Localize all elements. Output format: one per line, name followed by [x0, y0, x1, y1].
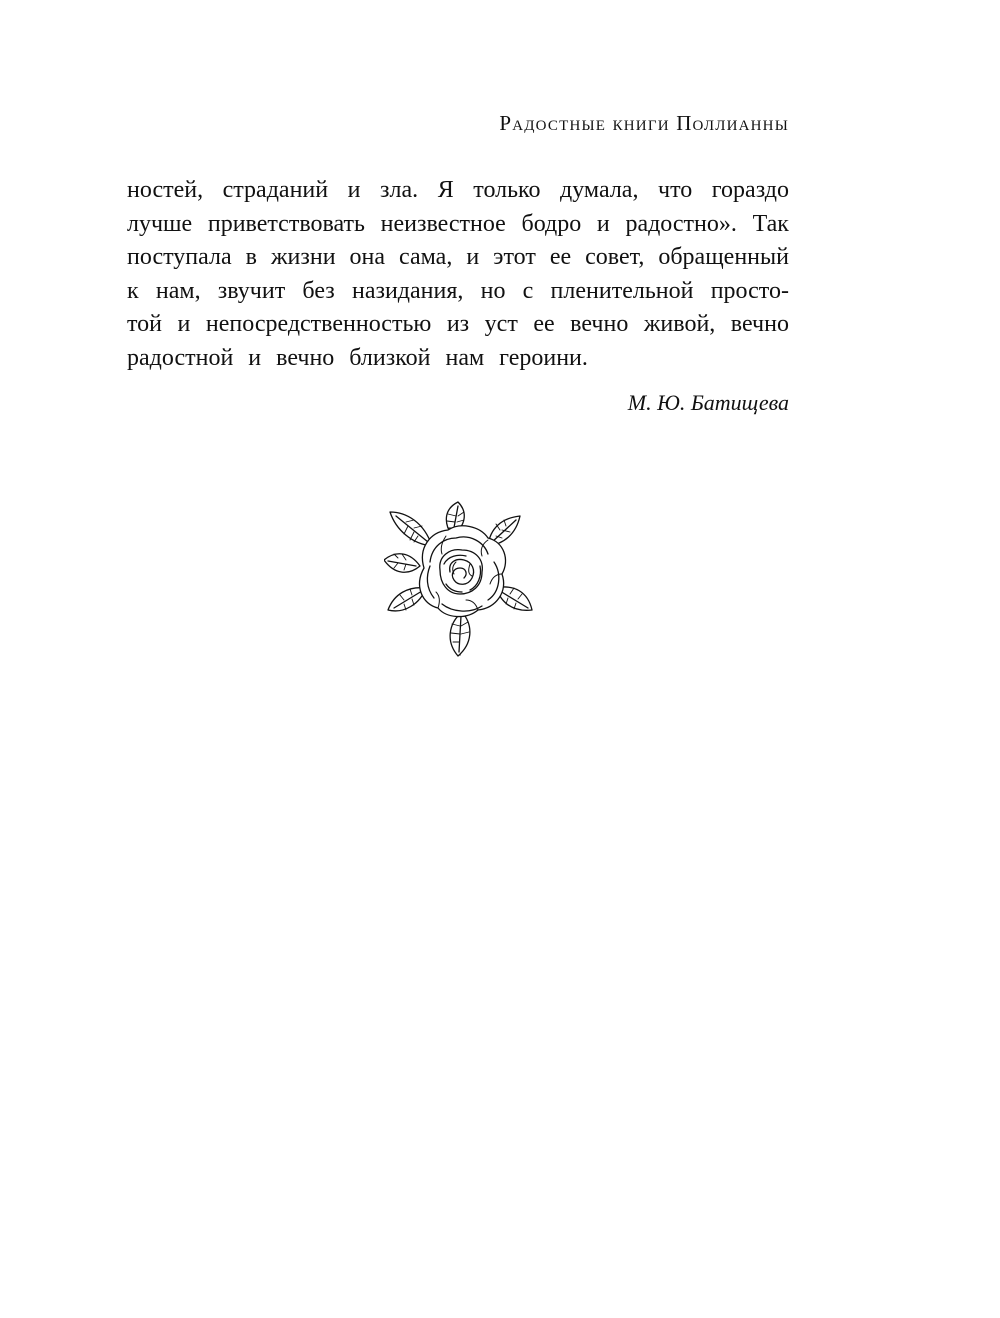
- word: Я: [437, 177, 454, 203]
- word: ее: [533, 311, 555, 338]
- word: живой,: [643, 311, 716, 338]
- word: поступала: [127, 244, 232, 271]
- word: вечно: [570, 311, 629, 338]
- running-header: Радостные книги Поллианны: [499, 111, 789, 135]
- word: ностей,: [127, 177, 204, 203]
- word: и: [177, 311, 191, 338]
- paragraph-line: [127, 241, 789, 275]
- word: с: [522, 277, 534, 304]
- word: но: [480, 277, 506, 304]
- word: уст: [484, 311, 518, 338]
- word: только: [473, 177, 541, 203]
- word: и: [596, 210, 610, 237]
- word: и: [466, 244, 480, 271]
- word: сама,: [399, 244, 453, 271]
- word: из: [446, 311, 470, 338]
- word: пленительной: [550, 277, 694, 304]
- author-signature: М. Ю. Батищева: [627, 390, 789, 415]
- rose-icon: [384, 500, 534, 658]
- paragraph-line: [127, 275, 789, 309]
- word: назидания,: [351, 277, 464, 304]
- word: страданий: [222, 177, 329, 203]
- word: зла.: [380, 177, 419, 203]
- word: думала,: [560, 177, 639, 203]
- paragraph-line: [127, 308, 789, 342]
- paragraph-line: [127, 208, 789, 242]
- word: просто-: [710, 277, 789, 304]
- word: бодро: [521, 210, 582, 237]
- word: той: [127, 311, 163, 338]
- word: жизни: [270, 244, 336, 271]
- word: нам,: [155, 277, 201, 304]
- word: она: [349, 244, 386, 271]
- word: совет,: [585, 244, 645, 271]
- word: вечно: [730, 311, 789, 338]
- word: непосредственностью: [205, 311, 432, 338]
- word: гораздо: [711, 177, 789, 203]
- paragraph-line: радостной и вечно близкой нам героини.: [127, 344, 588, 371]
- word: звучит: [217, 277, 286, 304]
- word: и: [347, 177, 361, 203]
- word: ее: [549, 244, 572, 271]
- word: без: [302, 277, 335, 304]
- word: этот: [493, 244, 536, 271]
- word: лучше: [127, 210, 193, 237]
- word: в: [245, 244, 257, 271]
- word: к: [127, 277, 139, 304]
- word: радостно».: [625, 210, 737, 237]
- word: приветствовать: [207, 210, 365, 237]
- word: Так: [752, 210, 789, 237]
- paragraph-line: [127, 174, 789, 208]
- word: что: [658, 177, 693, 203]
- body-paragraph: [127, 174, 789, 376]
- word: обращенный: [658, 244, 789, 271]
- word: неизвестное: [380, 210, 506, 237]
